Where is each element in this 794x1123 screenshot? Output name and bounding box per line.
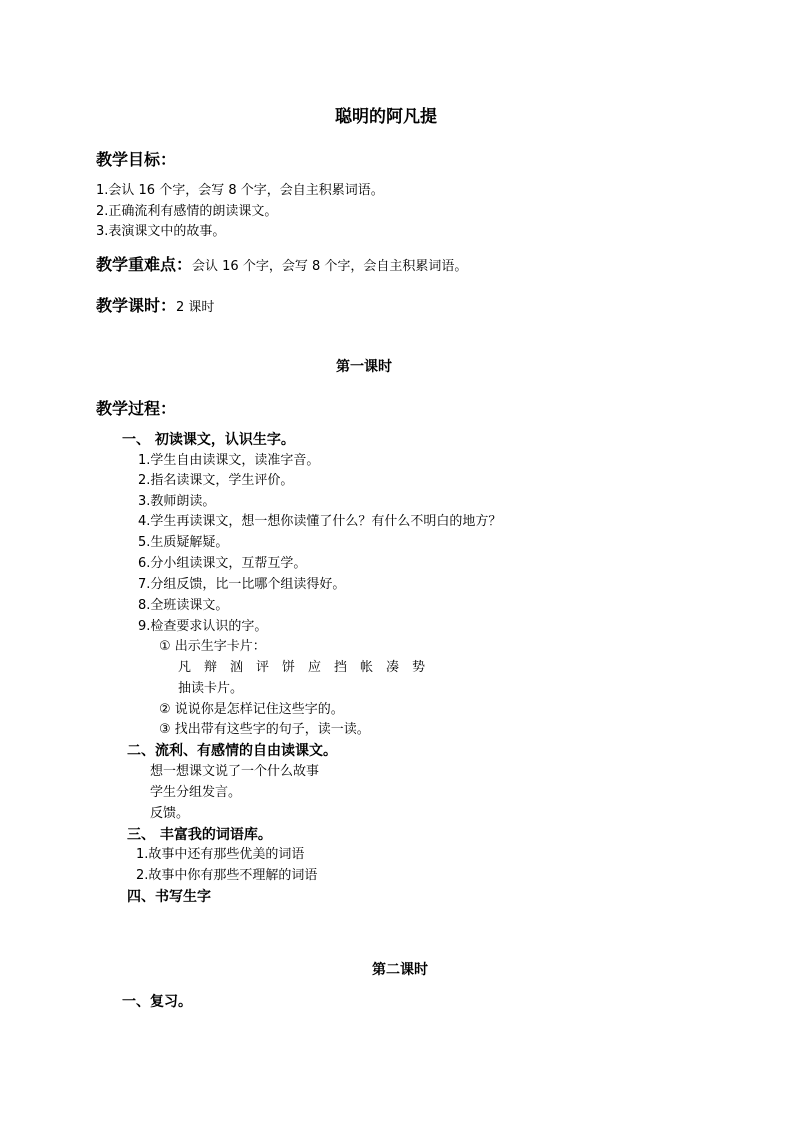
- part1-heading: 一、 初读课文，认识生字。: [122, 432, 295, 448]
- key-points-heading: 教学重难点：: [96, 255, 193, 274]
- sub-step-2: ② 说说你是怎样记住这些字的。: [159, 702, 344, 717]
- step-item: 5.生质疑解疑。: [138, 535, 229, 550]
- character-item: 凑: [386, 660, 400, 675]
- part4-heading: 四、书写生字: [127, 889, 211, 905]
- process-heading: 教学过程：: [96, 399, 177, 418]
- character-item: 凡: [178, 660, 192, 675]
- sub-step-1: ① 出示生字卡片：: [159, 639, 266, 654]
- part2-line: 学生分组发言。: [150, 785, 242, 800]
- part3-line: 1.故事中还有那些优美的词语: [136, 847, 305, 862]
- part2-heading: 二、流利、有感情的自由读课文。: [127, 743, 337, 759]
- character-list: [178, 660, 438, 676]
- step-item: 3.教师朗读。: [138, 494, 216, 509]
- character-item: 挡: [334, 660, 348, 675]
- document-title: 聪明的阿凡提: [335, 107, 437, 127]
- key-points-text: 会认 16 个字，会写 8 个字，会自主积累词语。: [192, 259, 468, 274]
- character-item: 汹: [230, 660, 244, 675]
- character-item: 帐: [360, 660, 374, 675]
- lesson1-title: 第一课时: [336, 359, 392, 375]
- objective-item: 2.正确流利有感情的朗读课文。: [96, 204, 278, 219]
- sub-step-3: ③ 找出带有这些字的句子，读一读。: [159, 722, 370, 737]
- lesson2-title: 第二课时: [372, 962, 428, 978]
- part2-line: 想一想课文说了一个什么故事: [150, 764, 320, 779]
- step-item: 6.分小组读课文，互帮互学。: [138, 556, 307, 571]
- step-item: 1.学生自由读课文，读准字音。: [138, 453, 320, 468]
- part3-line: 2.故事中你有那些不理解的词语: [136, 868, 318, 883]
- step-item: 9.检查要求认识的字。: [138, 619, 268, 634]
- character-item: 应: [308, 660, 322, 675]
- step-item: 2.指名读课文，学生评价。: [138, 473, 294, 488]
- step-item: 8.全班读课文。: [138, 598, 229, 613]
- objective-item: 3.表演课文中的故事。: [96, 224, 226, 239]
- character-item: 饼: [282, 660, 296, 675]
- sub-step-1-after: 抽读卡片。: [178, 681, 244, 696]
- part2-line: 反馈。: [150, 806, 190, 821]
- character-item: 评: [256, 660, 270, 675]
- step-item: 7.分组反馈，比一比哪个组读得好。: [138, 577, 346, 592]
- objective-item: 1.会认 16 个字，会写 8 个字，会自主积累词语。: [96, 183, 384, 198]
- character-item: 辩: [204, 660, 218, 675]
- step-item: 4.学生再读课文，想一想你读懂了什么？有什么不明白的地方？: [138, 514, 502, 529]
- periods-text: 2 课时: [176, 300, 215, 315]
- character-item: 势: [412, 660, 426, 675]
- part3-heading: 三、 丰富我的词语库。: [127, 827, 272, 843]
- periods-heading: 教学课时：: [96, 296, 177, 315]
- key-points-line: [96, 255, 467, 275]
- objectives-heading: 教学目标：: [96, 150, 177, 169]
- lesson2-part1: 一、复习。: [122, 994, 192, 1010]
- periods-line: [96, 296, 214, 316]
